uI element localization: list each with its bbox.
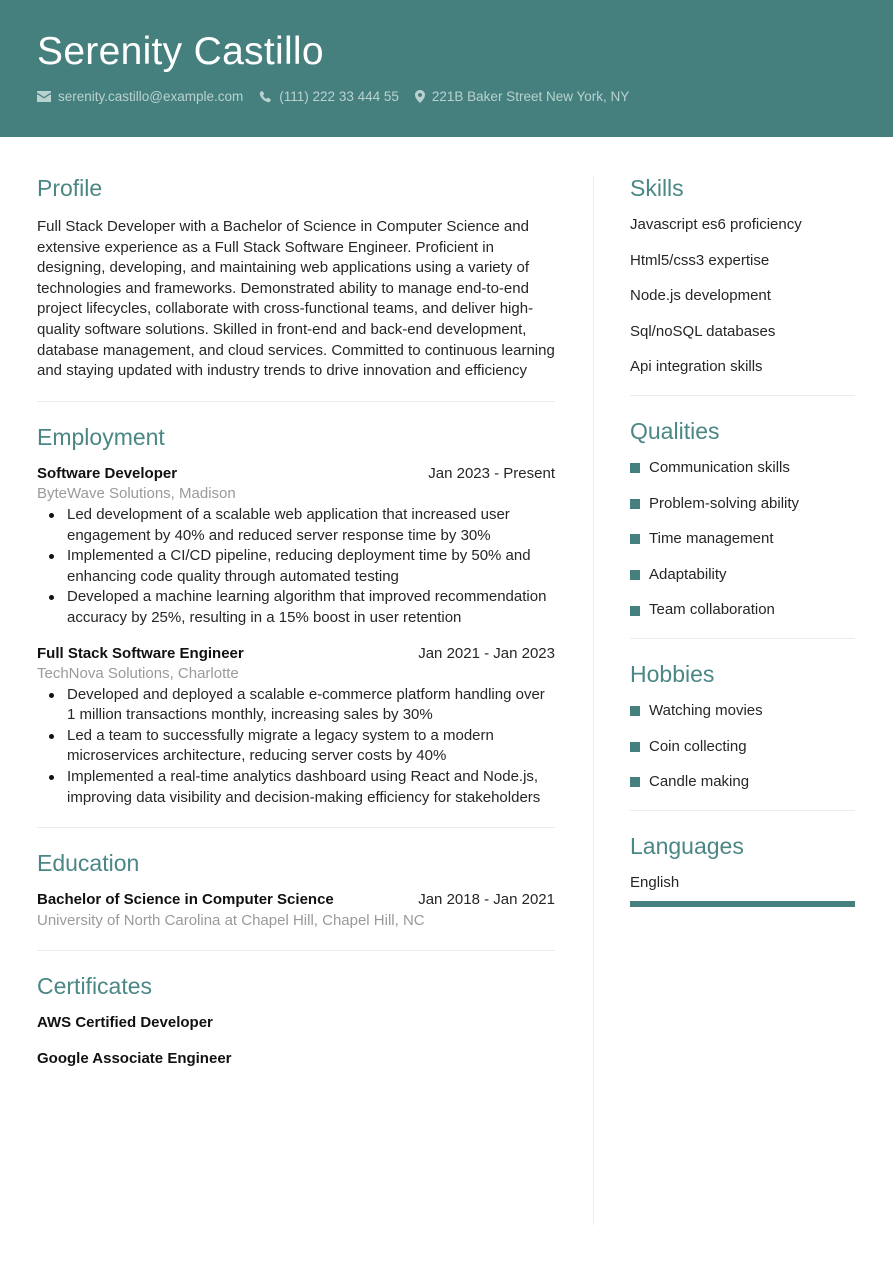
sidebar-column <box>630 172 855 907</box>
hobby-item <box>630 701 855 722</box>
job-entry <box>37 464 555 629</box>
section-title-employment: Employment <box>37 423 165 450</box>
job-title: Software Developer <box>37 464 178 482</box>
contact-info <box>37 89 645 104</box>
profile-section <box>37 172 555 382</box>
job-bullets <box>37 685 555 809</box>
main-column <box>37 172 555 1070</box>
column-divider <box>593 176 594 1225</box>
quality-item <box>630 494 855 515</box>
section-title-education: Education <box>37 850 140 877</box>
hobby-item <box>630 772 855 793</box>
section-divider <box>37 827 555 828</box>
language-item <box>630 873 855 908</box>
section-title-profile: Profile <box>37 175 103 201</box>
quality-item <box>630 529 855 550</box>
hobby-label: Watching movies <box>649 701 763 719</box>
job-dates: Jan 2023 - Present <box>428 464 555 482</box>
profile-summary: Full Stack Developer with a Bachelor of Science in Computer Science and extensive experience as a Full Stack Software Engineer. Proficient in designing, developing, and maintaining web applications using a variety of technologies and frameworks. Demonstrated ability to manage end-to-end project lifecycles, collaborate with cross-functional teams, and deliver high-quality software solutions. Skilled in front-end and back-end development, database management, and cloud services. Committed to continuous learning and staying updated with industry trends to drive innovation and efficiency <box>37 218 555 380</box>
skill-item: Node.js development <box>630 287 771 305</box>
school: University of North Carolina at Chapel Hill, Chapel Hill, NC <box>37 911 425 929</box>
map-pin-icon <box>415 90 425 103</box>
square-bullet-icon <box>630 570 640 580</box>
certificates-section <box>37 970 555 1069</box>
skill-item: Sql/noSQL databases <box>630 322 776 340</box>
quality-label: Problem-solving ability <box>649 494 800 512</box>
education-dates: Jan 2018 - Jan 2021 <box>418 891 555 909</box>
section-divider <box>630 395 855 396</box>
section-title-qualities: Qualities <box>630 417 720 444</box>
quality-label: Time management <box>649 530 774 548</box>
job-bullet: Led a team to successfully migrate a legacy system to a modern microservices architecture, reducing server costs by 40% <box>37 726 555 767</box>
section-divider <box>630 810 855 811</box>
quality-item <box>630 600 855 621</box>
phone-icon <box>259 90 272 103</box>
contact-email <box>37 89 243 104</box>
hobbies-section <box>630 658 855 793</box>
quality-item <box>630 458 855 479</box>
quality-label: Adaptability <box>649 565 727 583</box>
job-bullet: Led development of a scalable web application that increased user engagement by 40% and reduced server response time by 30% <box>37 505 555 546</box>
section-title-hobbies: Hobbies <box>630 660 715 687</box>
contact-phone <box>259 89 399 104</box>
section-title-certificates: Certificates <box>37 973 153 1000</box>
hobby-label: Coin collecting <box>649 737 747 755</box>
square-bullet-icon <box>630 777 640 787</box>
contact-address <box>415 89 629 104</box>
square-bullet-icon <box>630 534 640 544</box>
certificate-item: AWS Certified Developer <box>37 1014 213 1032</box>
job-title: Full Stack Software Engineer <box>37 644 244 662</box>
qualities-section <box>630 415 855 621</box>
job-company: TechNova Solutions, Charlotte <box>37 665 239 683</box>
job-bullet: Developed and deployed a scalable e-commerce platform handling over 1 million transactions monthly, increasing sales by 30% <box>37 685 555 726</box>
certificate-item: Google Associate Engineer <box>37 1050 232 1068</box>
skill-item: Api integration skills <box>630 358 763 376</box>
employment-section <box>37 421 555 809</box>
envelope-icon <box>37 91 51 102</box>
quality-label: Team collaboration <box>649 601 775 619</box>
square-bullet-icon <box>630 706 640 716</box>
job-bullet: Implemented a CI/CD pipeline, reducing deployment time by 50% and enhancing code quality through automated testing <box>37 546 555 587</box>
education-section <box>37 847 555 931</box>
square-bullet-icon <box>630 463 640 473</box>
resume-header <box>0 0 893 137</box>
square-bullet-icon <box>630 742 640 752</box>
phone-text[interactable]: (111) 222 33 444 55 <box>279 89 399 104</box>
email-text[interactable]: serenity.castillo@example.com <box>58 89 244 104</box>
skills-section <box>630 172 855 378</box>
hobby-label: Candle making <box>649 773 750 791</box>
section-title-languages: Languages <box>630 832 744 859</box>
language-level-fill <box>630 901 855 907</box>
job-entry <box>37 644 555 809</box>
square-bullet-icon <box>630 606 640 616</box>
square-bullet-icon <box>630 499 640 509</box>
section-title-skills: Skills <box>630 175 684 201</box>
section-divider <box>37 401 555 402</box>
hobby-item <box>630 737 855 758</box>
job-bullet: Developed a machine learning algorithm that improved recommendation accuracy by 25%, resulting in a 15% boost in user retention <box>37 587 555 628</box>
education-entry <box>37 890 555 931</box>
job-bullet: Implemented a real-time analytics dashboard using React and Node.js, improving data visibility and decision-making efficiency for stakeholders <box>37 767 555 808</box>
skill-item: Html5/css3 expertise <box>630 251 770 269</box>
job-company: ByteWave Solutions, Madison <box>37 485 236 503</box>
job-dates: Jan 2021 - Jan 2023 <box>418 644 555 662</box>
degree: Bachelor of Science in Computer Science <box>37 891 334 909</box>
section-divider <box>630 638 855 639</box>
candidate-name: Serenity Castillo <box>37 30 324 73</box>
address-text: 221B Baker Street New York, NY <box>431 89 630 104</box>
languages-section <box>630 830 855 908</box>
quality-label: Communication skills <box>649 458 790 476</box>
section-divider <box>37 950 555 951</box>
skill-item: Javascript es6 proficiency <box>630 216 802 233</box>
language-level-bar <box>630 901 855 907</box>
quality-item <box>630 565 855 586</box>
job-bullets <box>37 505 555 629</box>
language-name: English <box>630 873 680 891</box>
